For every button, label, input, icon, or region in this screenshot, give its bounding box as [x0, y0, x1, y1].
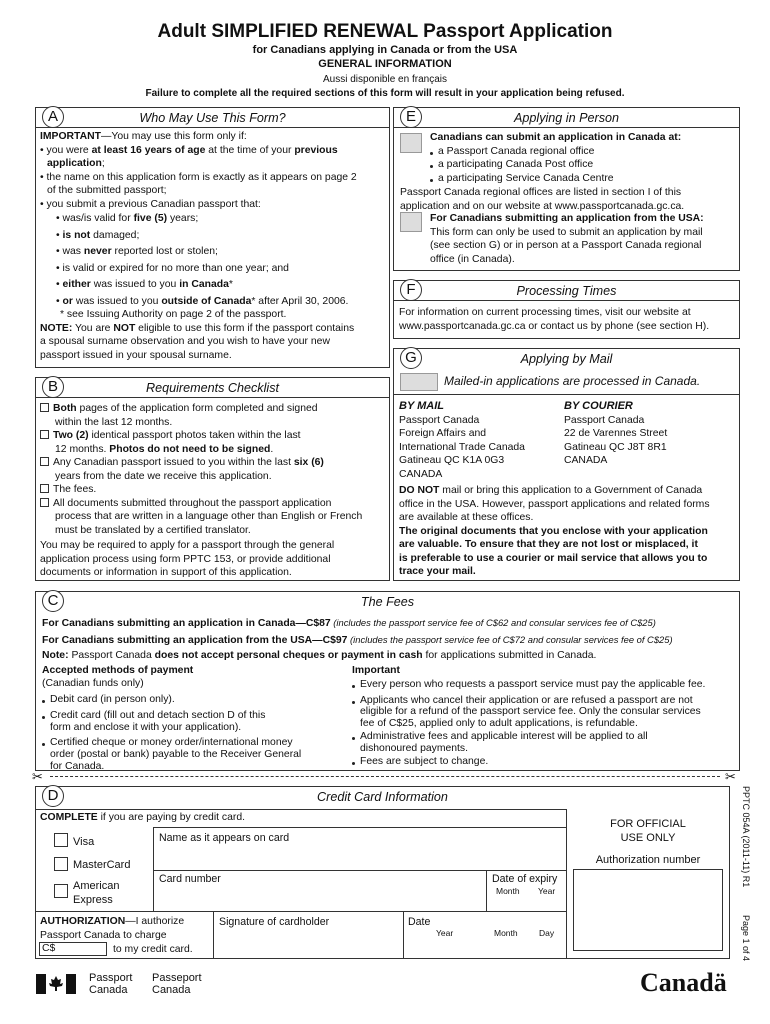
- in-canada-heading: Canadians can submit an application in Canada at:: [430, 132, 682, 143]
- authorization-suffix: to my credit card.: [113, 944, 193, 955]
- option-canada-post: a participating Canada Post office: [438, 159, 594, 170]
- date-day-label: Day: [539, 928, 555, 938]
- divider: [394, 394, 739, 395]
- date-month-label: Month: [494, 928, 518, 938]
- expiry-year-label: Year: [538, 886, 556, 896]
- payment-methods: Accepted methods of payment (Canadian funds only) Debit card (in person only). Credit card (fill out and detach section D of this form and enclose it with your application). Certified cheque or money order/international money order (postal or bank) payable to the Receiver General for Canada.: [42, 665, 302, 772]
- amount-field[interactable]: [39, 942, 107, 956]
- section-d-letter: D: [42, 785, 64, 807]
- section-f-letter: F: [400, 279, 422, 301]
- name-on-card-field[interactable]: [154, 847, 565, 870]
- authorization-number-label: Authorization number: [595, 854, 701, 866]
- processing-times-text: For information on current processing times, visit our website at www.passportcanada.gc.ca or contact us by phone (see section H).: [399, 307, 710, 332]
- option-regional-office: a Passport Canada regional office: [438, 145, 595, 157]
- passport-canada-en: Passport Canada: [89, 972, 133, 996]
- section-a-content: IMPORTANT—You may use this form only if: • you were at least 16 years of age at the time of your previous application; • the name on this application form is exactly as it appears on page 2 of the submitted passport; • you submit a previous Canadian passport that: • was/is valid for five (5) years; • is not damaged; • was never reported lost or stolen; • is valid or expired for no more than one year; and • either was issued to you in Canada* • or was issued to you outside of Canada* after April 30, 2006. * see Issuing Authority on page 2 of the passport. NOTE: You are NOT eligible to use this form if the passport contains a spousal surname observation and you wish to have your new passport issued in your spousal surname.: [40, 131, 357, 361]
- section-b-checklist: Both pages of the application form completed and signed within the last 12 months. Two (2) identical passport photos taken within the last 12 months. Photos do not need to be signed. Any Canadian passport issued to you within the last six (6) years from the date we receive this application. The fees. All documents submitted throughout the passport application process that are written in a language other than English or French must be translated by a certified translator. You may be required to apply for a passport through the general application process using form PPTC 153, or provide additional documents or information in support of this application.: [40, 403, 363, 578]
- checklist-checkbox[interactable]: [40, 403, 49, 412]
- section-c-title: The Fees: [360, 595, 415, 609]
- checklist-checkbox[interactable]: [40, 457, 49, 466]
- section-d-title: Credit Card Information: [317, 790, 448, 804]
- canada-flag-icon: [36, 974, 76, 994]
- section-c-box: [35, 591, 740, 771]
- mastercard-checkbox[interactable]: [54, 857, 68, 871]
- section-c-letter: C: [42, 590, 64, 612]
- section-g-title: Applying by Mail: [520, 352, 613, 366]
- passeport-canada-fr: Passeport Canada: [152, 972, 202, 996]
- section-b-letter: B: [42, 376, 64, 398]
- divider: [153, 870, 566, 871]
- section-g-box: [393, 348, 740, 581]
- section-f-box: [393, 280, 740, 339]
- page-subtitle: for Canadians applying in Canada or from the USA: [252, 44, 518, 56]
- authorization-number-field: [573, 869, 723, 951]
- date-field[interactable]: [404, 939, 565, 958]
- scissors-icon: ✂: [32, 769, 43, 784]
- courier-address: BY COURIER Passport Canada 22 de Varennes Street Gatineau QC J8T 8R1 CANADA: [564, 400, 668, 466]
- amex-checkbox[interactable]: [54, 884, 68, 898]
- section-a-title: Who May Use This Form?: [36, 108, 389, 128]
- usa-info: For Canadians submitting an application from the USA: This form can only be used to submit an application by mail (see section G) or in person at a Passport Canada regional office (in Canada).: [430, 213, 704, 265]
- signature-label: Signature of cardholder: [219, 916, 330, 928]
- page-title: Adult SIMPLIFIED RENEWAL Passport Application: [157, 21, 613, 42]
- date-year-label: Year: [436, 928, 454, 938]
- fees-text: For Canadians submitting an application in Canada—C$87 (includes the passport service fee of C$62 and consular services fee of C$25) For Canadians submitting an application from the USA—C$97 (includes the passport service fee of C$72 and consular services fee of C$25) Note: Passport Canada does not accept personal cheques or payment in cash for applications submitted in Canada.: [42, 617, 673, 661]
- warning-text: Failure to complete all the required sections of this form will result in your application being refused.: [145, 88, 625, 99]
- checklist-checkbox[interactable]: [40, 484, 49, 493]
- scissors-icon: ✂: [725, 769, 736, 784]
- mailed-in-note: Mailed-in applications are processed in Canada.: [444, 374, 701, 388]
- date-label: Date: [408, 916, 431, 928]
- section-e-title: Applying in Person: [394, 108, 739, 128]
- form-code: PPTC 054A (2011-11) R1: [741, 786, 751, 888]
- checklist-checkbox[interactable]: [40, 498, 49, 507]
- section-d-box: [35, 786, 730, 959]
- mastercard-label: MasterCard: [73, 859, 131, 871]
- option-service-canada: a participating Service Canada Centre: [438, 172, 614, 184]
- section-b-title: Requirements Checklist: [36, 378, 389, 398]
- canada-wordmark: Canadä: [640, 968, 727, 997]
- section-a-letter: A: [42, 106, 64, 128]
- signature-field[interactable]: [214, 930, 402, 958]
- checklist-checkbox[interactable]: [40, 430, 49, 439]
- mail-address: BY MAIL Passport Canada Foreign Affairs and International Trade Canada Gatineau QC K1A 0G3 CANADA: [399, 400, 525, 480]
- section-f-title: Processing Times: [394, 281, 739, 301]
- card-number-field[interactable]: [154, 887, 484, 910]
- expiry-date-field[interactable]: [487, 897, 565, 910]
- visa-checkbox[interactable]: [54, 833, 68, 847]
- do-not-mail-text: DO NOT mail or bring this application to a Government of Canada office in the USA. However, passport applications and related forms are available at these offices. The original documents that you enclose with your application are valuable. To ensure that they are not lost or misplaced, it is preferable to use a courier or mail service that allows you to trace your mail.: [399, 485, 710, 577]
- authorization-text: AUTHORIZATION—I authorize Passport Canada to charge: [40, 916, 185, 941]
- general-information-heading: GENERAL INFORMATION: [318, 58, 452, 70]
- envelope-icon: [400, 373, 438, 391]
- cut-line: [50, 776, 720, 777]
- section-a-box: [35, 107, 390, 368]
- official-use-label: FOR OFFICIAL USE ONLY: [610, 818, 686, 844]
- visa-label: Visa: [73, 836, 95, 848]
- divider: [36, 809, 566, 810]
- amex-label: American Express: [73, 880, 120, 906]
- usa-icon: [400, 212, 422, 232]
- card-number-label: Card number: [159, 873, 221, 885]
- section-b-box: [35, 377, 390, 581]
- page-number: Page 1 of 4: [741, 915, 751, 962]
- section-e-letter: E: [400, 106, 422, 128]
- in-person-icon: [400, 133, 422, 153]
- divider: [153, 827, 566, 828]
- section-e-box: [393, 107, 740, 271]
- expiry-month-label: Month: [496, 886, 520, 896]
- currency-label: C$: [42, 943, 56, 954]
- name-label: Name as it appears on card: [159, 832, 290, 844]
- divider: [36, 911, 566, 912]
- french-availability: Aussi disponible en français: [323, 74, 447, 85]
- complete-instruction: COMPLETE if you are paying by credit card.: [40, 812, 246, 823]
- section-g-letter: G: [400, 347, 422, 369]
- regional-offices-text: Passport Canada regional offices are listed in section I of this application and on our website at www.passportcanada.gc.ca.: [400, 187, 685, 212]
- important-fees-info: Important Every person who requests a passport service must pay the applicable fee. Applicants who cancel their application or are refused a passport are not eligible for a refund of the passport service fee. Only the consular services fee of C$25, applied only to adult applications, is refundable. Administrative fees and applicable interest will be applied to all dishonoured payments. Fees are subject to change.: [352, 665, 706, 767]
- expiry-label: Date of expiry: [492, 873, 558, 885]
